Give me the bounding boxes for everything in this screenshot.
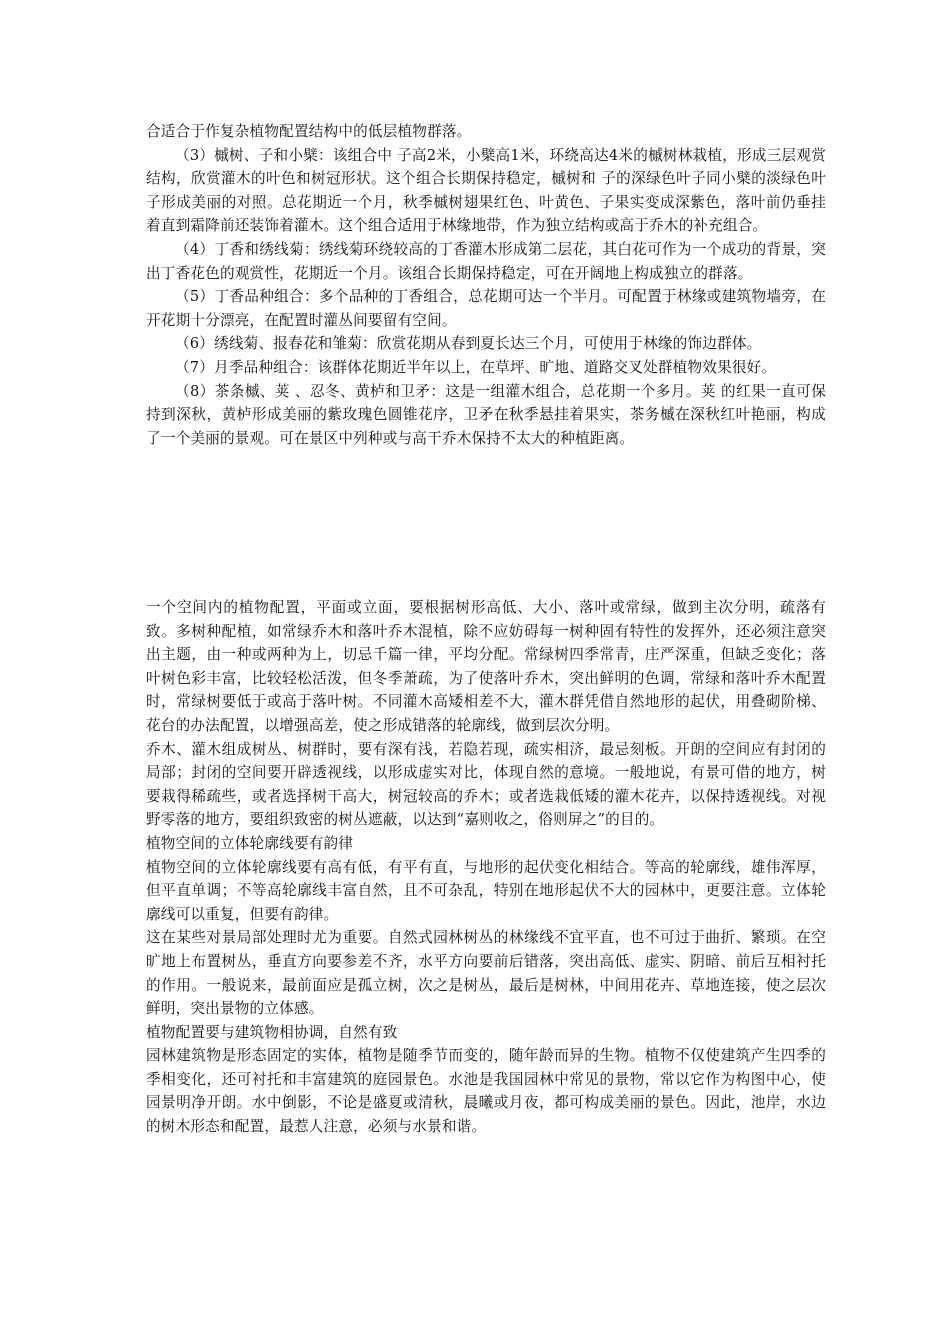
paragraph: 合适合于作复杂植物配置结构中的低层植物群落。 [146, 123, 472, 140]
paragraph: （4）丁香和绣线菊：绣线菊环绕较高的丁香灌木形成第二层花，其白花可作为一个成功的背景，突出丁香花色的观赏性，花期近一个月。该组合长期保持稳定，可在开阔地上构成独立的群落。 [146, 240, 826, 282]
paragraph: 园林建筑物是形态固定的实体，植物是随季节而变的，随年龄而异的生物。植物不仅使建筑产生四季的季相变化，还可衬托和丰富建筑的庭园景色。水池是我国园林中常见的景物，常以它作为构图中心，使园景明净开朗。水中倒影，不论是盛夏或清秋，晨曦或月夜，都可构成美丽的景色。因此，池岸，水边的树木形态和配置，最惹人注意，必须与水景和谐。 [146, 1047, 826, 1136]
paragraph: 一个空间内的植物配置，平面或立面，要根据树形高低、大小、落叶或常绿，做到主次分明，疏落有致。多树种配植，如常绿乔木和落叶乔木混植，除不应妨碍每一树种固有特性的发挥外，还必须注意突出主题，由一种或两种为上，切忌千篇一律，平均分配。常绿树四季常青，庄严深重，但缺乏变化；落叶树色彩丰富，比较轻松活泼，但冬季萧疏，为了使落叶乔木，突出鲜明的色调，常绿和落叶乔木配置时，常绿树要低于或高于落叶树。不同灌木高矮相差不大，灌木群凭借自然地形的起伏，用叠砌阶梯、花台的办法配置，以增强高差，使之形成错落的轮廓线，做到层次分明。 [146, 599, 826, 734]
paragraph: 乔木、灌木组成树丛、树群时，要有深有浅，若隐若现，疏实相济，最忌刻板。开朗的空间应有封闭的局部；封闭的空间要开辟透视线，以形成虚实对比，体现自然的意境。一般地说，有景可借的地方，树要栽得稀疏些，或者选择树干高大，树冠较高的乔木；或者选栽低矮的灌木花卉，以保持透视线。对视野零落的地方，要组织致密的树丛遮蔽，以达到“嘉则收之，俗则屏之”的目的。 [146, 740, 826, 829]
paragraph: （5）丁香品种组合：多个品种的丁香组合，总花期可达一个半月。可配置于林缘或建筑物墙旁，在开花期十分漂亮，在配置时灌丛间要留有空间。 [146, 288, 826, 329]
paragraph: （3）槭树、子和小檗：该组合中 子高2米，小檗高1米，环绕高达4米的槭树林栽植，形成三层观赏结构，欣赏灌木的叶色和树冠形状。这个组合长期保持稳定，槭树和 子的深绿色叶子同小檗的淡绿色叶子形成美丽的对照。总花期近一个月，秋季槭树翅果红色、叶黄色、子果实变成深紫色，落叶前仍垂挂着直到霜降前还装饰着灌木。这个组合适用于林缘地带，作为独立结构或高于乔木的补充组合。 [146, 146, 826, 235]
paragraph: （8）茶条槭、荚 、忍冬、黄栌和卫矛：这是一组灌木组合，总花期一个多月。荚 的红果一直可保持到深秋，黄栌形成美丽的紫玫瑰色圆锥花序，卫矛在秋季悬挂着果实，茶务槭在深秋红叶艳丽，构成了一个美丽的景观。可在景区中列种或与高干乔木保持不太大的种植距离。 [146, 382, 826, 447]
section-heading: 植物空间的立体轮廓线要有韵律 [146, 834, 354, 852]
paragraph: 这在某些对景局部处理时尤为重要。自然式园林树丛的林缘线不宜平直，也不可过于曲折、繁琐。在空旷地上布置树丛，垂直方向要参差不齐，水平方向要前后错落，突出高低、虚实、阴暗、前后互相衬托的作用。一般说来，最前面应是孤立树，次之是树丛，最后是树林，中间用花卉、草地连接，使之层次鲜明，突出景物的立体感。 [146, 929, 826, 1018]
section-heading: 植物配置要与建筑物相协调，自然有致 [146, 1023, 398, 1041]
paragraph: （6）绣线菊、报春花和雏菊：欣赏花期从春到夏长达三个月，可使用于林缘的饰边群体。 [175, 335, 762, 353]
planting-principles-section [146, 596, 826, 1139]
paragraph: 植物空间的立体轮廓线要有高有低，有平有直，与地形的起伏变化相结合。等高的轮廓线，雄伟浑厚，但平直单调；不等高轮廓线丰富自然，且不可杂乱，特别在地形起伏不大的园林中，更要注意。立体轮廓线可以重复，但要有韵律。 [146, 858, 826, 923]
shrub-combinations-section [146, 120, 826, 450]
paragraph: （7）月季品种组合：该群体花期近半年以上，在草坪、旷地、道路交叉处群植物效果很好。 [175, 358, 777, 376]
